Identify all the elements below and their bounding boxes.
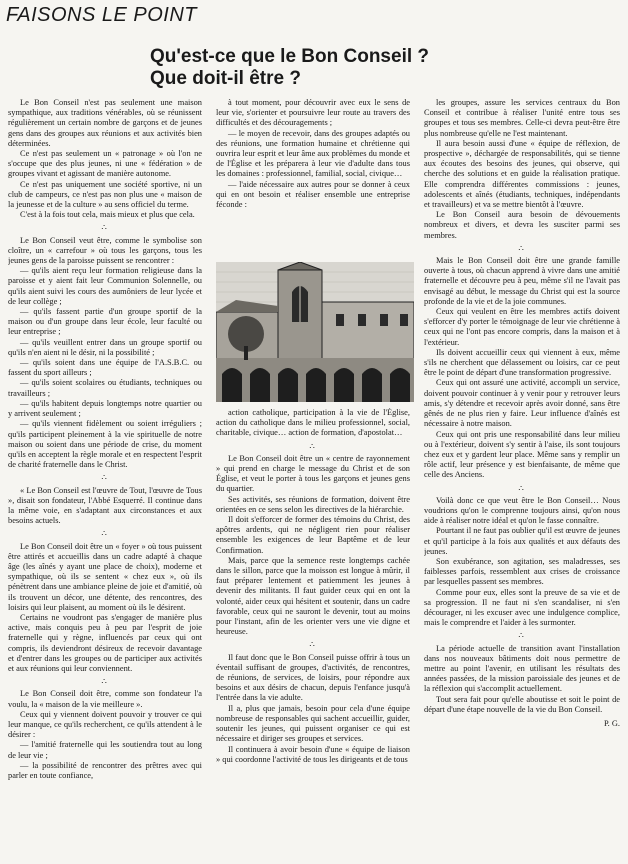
paragraph: C'est à la fois tout cela, mais mieux et plus que cela. [20,210,195,220]
paragraph: Mais le Bon Conseil doit être une grande famille ouverte à tous, où chacun apprend à vivre dans une amitié fraternelle et découvre peu à peu, même s'il ne l'avait pas envisagé au début, le message du Christ qui est la source profonde de la vie et de la joie communes. [424,256,620,306]
paragraph: Mais, parce que la semence reste longtemps cachée dans le sillon, parce que la moisson est longue à mûrir, il faut préparer lentement et patiemment les jeunes à devenir des militants. Il faut guider ceux qui en ont la volonté, aider ceux qui hésitent et soutenir, dans un cadre favorable, ceux qui ne sauront le devenir, tout au moins pour l'instant, afin de les orienter vers une vie digne et heureuse. [216,555,410,637]
paragraph: — la possibilité de rencontrer des prêtres avec qui parler en toute confiance, [8,760,202,780]
paragraph: Pourtant il ne faut pas oublier qu'il est œuvre de jeunes et qu'il participe à la fois aux qualités et aux défauts des jeunes. [424,526,620,556]
section-separator: ∴ [309,640,317,650]
column-3 [424,98,620,862]
paragraph: les groupes, assure les services centraux du Bon Conseil et contribue à réaliser l'unité entre tous ses groupes et tous ses membres. Celle-ci devra peut-être être plus nombreuse qu'elle ne l'est maintenant. [424,98,620,138]
paragraph: Ses activités, ses réunions de formation, doivent être orientées en ce sens selon les directives de la hiérarchie. [216,494,410,514]
section-separator: ∴ [518,631,526,641]
paragraph: Le Bon Conseil aura besoin de dévouements nombreux et divers, et devra les susciter parmi ses membres. [424,210,620,240]
paragraph: — qu'ils viennent fidèlement ou soient irréguliers ; qu'ils participent pleinement à la vie spirituelle de notre maison ou soient dans une période de crise, du moment qu'ils en acceptent la règle morale et en respectent l'esprit de charité fraternelle dans le Christ. [8,419,202,470]
section-separator: ∴ [518,483,526,493]
paragraph: Le Bon Conseil doit être, comme son fondateur l'a voulu, la « maison de la vie meilleure ». [8,689,202,709]
paragraph: Le Bon Conseil n'est pas seulement une maison sympathique, aux traditions vénérables, où se réunissent régulièrement un certain nombre de garçons et de jeunes gens dans des groupes aux réunions et aux activités bien déterminées. [8,98,202,148]
paragraph: Le Bon Conseil veut être, comme le symbolise son cloître, un « carrefour » où tous les garçons, tous les jeunes gens de la paroisse puissent se rencontrer : [8,235,202,266]
paragraph: — qu'ils soient dans une équipe de l'A.S.B.C. ou fassent du sport ailleurs ; [8,358,202,378]
paragraph: Son exubérance, son agitation, ses maladresses, ses faiblesses parfois, ressemblent aux crises de croissance par lesquelles passent ses membres. [424,556,620,587]
paragraph: Voilà donc ce que veut être le Bon Conseil… Nous voudrions qu'on le comprenne toujours ainsi, qu'on nous aide à réaliser notre idéal et qu'on le fasse connaître. [424,495,620,526]
cloister-illustration [216,262,414,402]
paragraph: Tout sera fait pour qu'elle aboutisse et soit le point de départ d'une étape nouvelle de la vie du Bon Conseil. [424,694,620,714]
title-line-2: Que doit-il être ? [150,68,301,89]
paragraph: — l'aide nécessaire aux autres pour se donner à ceux qui en ont besoin et réaliser ensemble une entreprise féconde : [216,179,410,210]
section-separator: ∴ [101,529,109,539]
paragraph: — qu'ils soient scolaires ou étudiants, techniques ou travailleurs ; [8,378,202,398]
paragraph: — qu'ils fassent partie d'un groupe sportif de la maison ou d'un groupe dans leur école, leur faculté ou leur entreprise ; [8,307,202,337]
paragraph: Il doit s'efforcer de former des témoins du Christ, des apôtres ardents, qui ne négligent rien pour réaliser ensemble les exigences de leur Baptême et de leur Confirmation. [216,515,410,555]
section-separator: ∴ [309,441,317,451]
title-line-1: Qu'est-ce que le Bon Conseil ? [150,46,430,67]
paragraph: « Le Bon Conseil est l'œuvre de Tout, l'œuvre de Tous », disait son fondateur, l'Abbé Esquerré. Il continue dans la même voie, en s'adaptant aux circonstances et aux besoins actuels. [8,485,202,526]
section-separator: ∴ [101,473,109,483]
paragraph: action catholique, participation à la vie de l'Église, action du catholique dans le milieu professionnel, social, charitable, civique… action de formation, d'apostolat… [216,408,410,438]
section-separator: ∴ [101,223,109,233]
paragraph: Il aura besoin aussi d'une « équipe de réflexion, de prospective », déchargée de responsabilités, qui se tienne aux écoutes des besoins des jeunes, qui observe, qui cherche des solutions et en guide la réalisation pratique. Elle comprendra différentes commissions : jeunes, adolescents et aînés (étudiants, techniques, indépendants et travailleurs) et va se mettre bientôt à l'œuvre. [424,138,620,210]
paragraph: Ceux qui veulent en être les membres actifs doivent s'efforcer d'y porter le témoignage de leur vie chrétienne à ceux qui ne l'ont pas encore compris, dans la maison et à l'extérieur. [424,307,620,347]
paragraph: — qu'ils veuillent entrer dans un groupe sportif ou qu'ils n'en aient ni le désir, ni la possibilité ; [8,337,202,357]
paragraph: Comme pour eux, elles sont la preuve de sa vie et de sa progression. Il ne faut ni s'en scandaliser, ni s'en décourager, ni les excuser avec une indulgence complice, mais le comprendre et l'aider à les surmonter. [424,587,620,628]
paragraph: Ceux qui ont pris une responsabilité dans leur milieu ou à l'extérieur, doivent s'y sentir à l'aise, ils sont toujours chez eux et y gardent leur place. Même sans y remplir un rôle actif, leur présence y est bienfaisante, de même que celle des Anciens. [424,429,620,480]
article-title [150,46,429,90]
signature: P. G. [603,718,620,728]
paragraph: Ils doivent accueillir ceux qui viennent à eux, même s'ils ne cherchent que délassement ou loisirs, car ce peut être le point de départ d'une transformation progressive. [424,347,620,378]
paragraph: Ce n'est pas uniquement une société sportive, ni un club de campeurs, ce n'est pas non plus une « maison de la jeunesse et de la culture » au sens officiel du terme. [8,179,202,210]
section-header: FAISONS LE POINT [6,4,197,26]
paragraph: Certains ne voudront pas s'engager de manière plus active, mais conquis peu à peu par l'esprit de joie fraternelle qui y règne, influencés par ceux qui ont compris, ils deviendront désireux de recevoir davantage et d'entrer dans les groupes ou de participer aux activités et aux réunions qui leur conviennent. [8,612,202,673]
section-separator: ∴ [518,243,526,253]
paragraph: — l'amitié fraternelle qui les soutiendra tout au long de leur vie ; [8,740,202,760]
paragraph: La période actuelle de transition avant l'installation dans nos nouveaux bâtiments doit nous permettre de mettre au point l'avenir, en utilisant les résultats des années passées, de la mission paroissiale des jeunes et de la réflexion qui s'accomplit actuellement. [424,643,620,694]
column-1 [8,98,202,862]
paragraph: — qu'ils aient reçu leur formation religieuse dans la paroisse et y aient fait leur Communion Solennelle, ou qu'ils aient suivi les cours des aumôniers de leur lycée et de leur collège ; [8,266,202,306]
paragraph: Il faut donc que le Bon Conseil puisse offrir à tous un éventail suffisant de groupes, d'activités, de rencontres, de réunions, de services, de loisirs, pour répondre aux besoins et aux désirs de chacun, depuis l'enfance jusqu'à l'entrée dans la vie adulte. [216,652,410,703]
paragraph: Il a, plus que jamais, besoin pour cela d'une équipe nombreuse de responsables qui sachent accueillir, guider, soutenir les jeunes, qui puissent organiser ce qui est nécessaire et diriger ses groupes et services. [216,703,410,744]
paragraph: — qu'ils habitent depuis longtemps notre quartier ou y arrivent seulement ; [8,398,202,419]
paragraph: Il continuera à avoir besoin d'une « équipe de liaison » qui coordonne l'activité de tous les dirigeants et de tous [216,744,410,764]
column-2-top [216,98,410,258]
paragraph: — le moyen de recevoir, dans des groupes adaptés ou des réunions, une formation humaine et chrétienne qui ouvrira leur esprit et leur âme aux problèmes du monde et de l'Église et les préparera à leur vie d'adulte dans tous les domaines : professionnel, familial, social, civique… [216,128,410,179]
paragraph: Ce n'est pas seulement un « patronage » où l'on ne s'occupe que des plus jeunes, ni une « fédération » de groupes vivant et agissant de manière autonome. [8,149,202,179]
section-separator: ∴ [101,677,109,687]
paragraph: Ceux qui y viennent doivent pouvoir y trouver ce qui leur manque, ce qu'ils recherchent, ce qu'ils attendent à le désirer : [8,709,202,740]
paragraph: à tout moment, pour découvrir avec eux le sens de leur vie, s'orienter et poursuivre leur route au travers des difficultés et des découragements ; [216,98,410,128]
paragraph: Le Bon Conseil doit être un « centre de rayonnement » qui prend en charge le message du Christ et de son Église, et veut le porter à tous les garçons et jeunes gens du quartier. [216,453,410,494]
column-2-bottom [216,408,410,862]
paragraph: Ceux qui ont assuré une activité, accompli un service, doivent pouvoir continuer à y venir pour y retrouver leurs amis, s'y détendre et recevoir après avoir donné, sans être gênés de ne plus rien y faire. Leur influence d'aînés est nécessaire à notre maison. [424,378,620,429]
paragraph: Le Bon Conseil doit être un « foyer » où tous puissent être attirés et accueillis dans un cadre adapté à chaque âge (les aînés y ayant une place de choix), moderne et sympathique, où ils se sentent « chez eux », où ils pénètrent dans une ambiance pleine de joie et d'amitié, où ils trouvent un décor, une détente, des rencontres, des loisirs qui leur plaisent, au moment où ils le désirent. [8,541,202,612]
